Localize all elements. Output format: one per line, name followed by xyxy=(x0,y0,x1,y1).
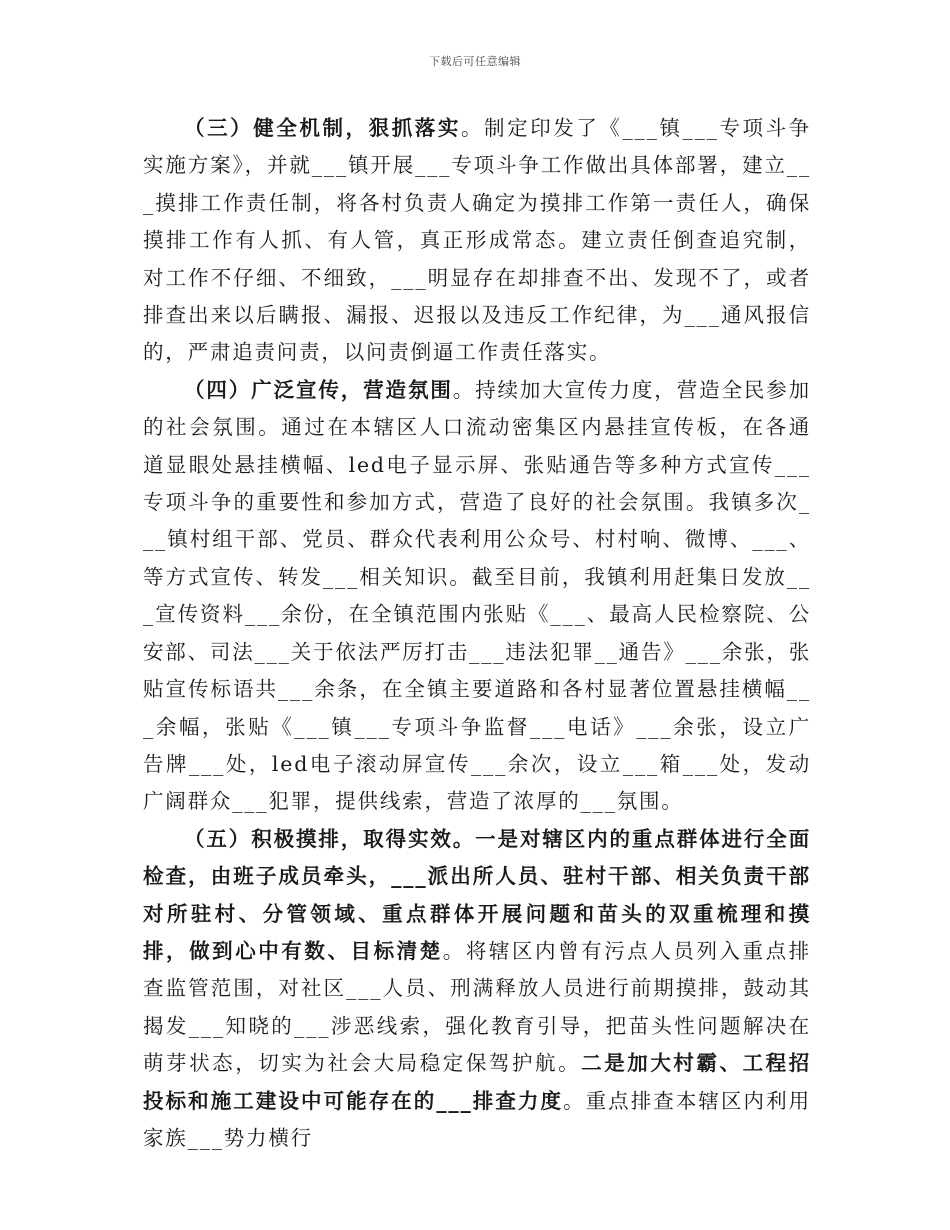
paragraph-text: 。制定印发了《___镇___专项斗争实施方案》，并就___镇开展___专项斗争工作做出具体部署，建立___摸排工作责任制，将各村负责人确定为摸排工作第一责任人，确保摸排工作有人抓、有人管，真正形成常态。建立责任倒查追究制，对工作不仔细、不细致，___明显存在却排查不出、发现不了，或者排查出来以后瞒报、漏报、迟报以及违反工作纪律，为___通风报信的，严肃追责问责，以问责倒逼工作责任落实。 xyxy=(143,116,811,365)
document-body xyxy=(143,110,811,1157)
page-header: 下载后可任意编辑 xyxy=(429,55,521,68)
paragraph-text: 。将辖区内曾有污点人员列入重点排查监管范围，对社区___人员、刑满释放人员进行前期摸排，鼓动其揭发___知晓的___涉恶线索，强化教育引导，把苗头性问题解决在萌芽状态，切实为社会大局稳定保驾护航。 xyxy=(143,938,811,1076)
bold-subpoint: 二是加大村霸、工程招投标和施工建设中可能存在的___排查力度 xyxy=(143,1051,812,1113)
heading-section-5: （五）积极摸排，取得实效。一是对辖区内的重点群体进行全面检查，由班子成员牵头，___派出所人员、驻村干部、相关负责干部对所驻村、分管领域、重点群体开展问题和苗头的双重梳理和摸排，做到心中有数、目标清楚 xyxy=(143,826,811,963)
paragraph-section-4 xyxy=(143,372,811,821)
paragraph-text: 。重点排查本辖区内利用家族___势力横行 xyxy=(143,1088,811,1150)
paragraph-section-3 xyxy=(143,110,811,372)
heading-section-3: （三）健全机制，狠抓落实 xyxy=(184,116,461,140)
paragraph-section-5 xyxy=(143,821,811,1158)
heading-section-4: （四）广泛宣传，营造氛围 xyxy=(184,377,453,402)
paragraph-text: 。持续加大宣传力度，营造全民参加的社会氛围。通过在本辖区人口流动密集区内悬挂宣传板，在各通道显眼处悬挂横幅、led电子显示屏、张贴通告等多种方式宣传___专项斗争的重要性和参加方式，营造了良好的社会氛围。我镇多次___镇村组干部、党员、群众代表利用公众号、村村响、微博、___、等方式宣传、转发___相关知识。截至目前，我镇利用赶集日发放___宣传资料___余份，在全镇范围内张贴《___、最高人民检察院、公安部、司法___关于依法严厉打击___违法犯罪__通告》___余张，张贴宣传标语共___余条，在全镇主要道路和各村显著位置悬挂横幅___余幅，张贴《___镇___专项斗争监督___电话》___余张，设立广告牌___处，led电子滚动屏宣传___余次，设立___箱___处，发动广阔群众___犯罪，提供线索，营造了浓厚的___氛围。 xyxy=(143,377,811,814)
